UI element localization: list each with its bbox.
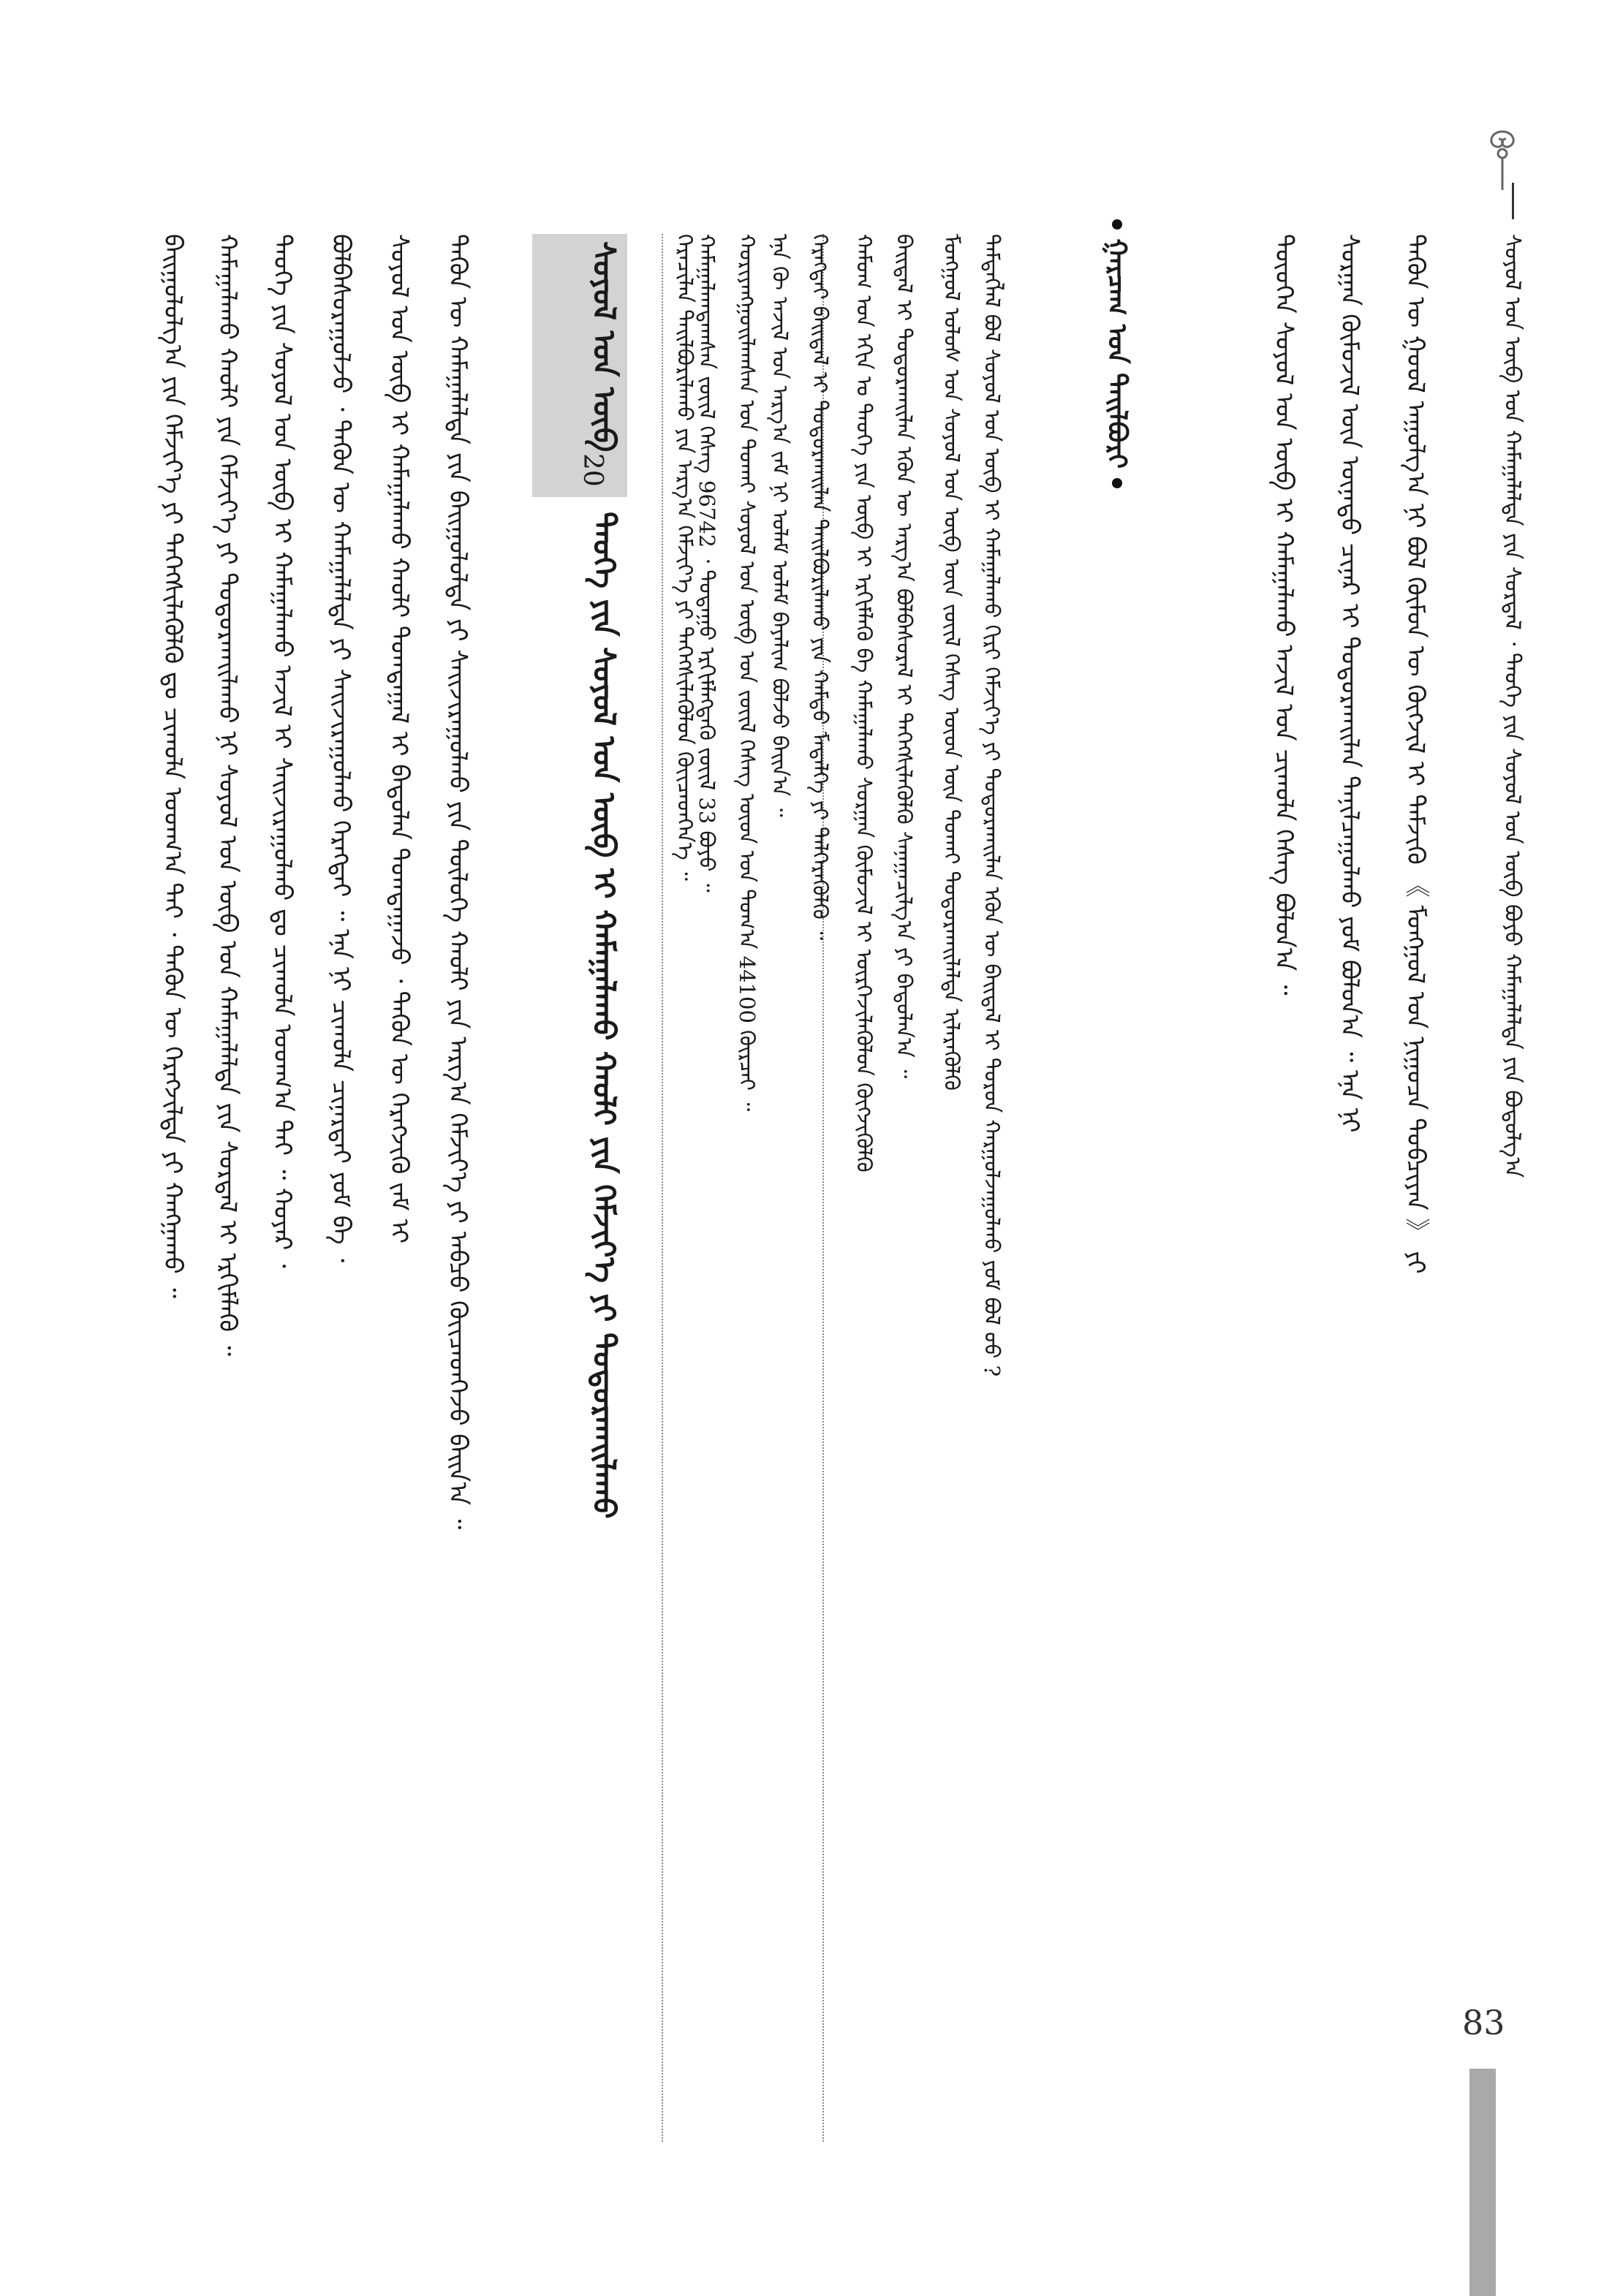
note-line: ᠮᠣᠩᠭᠣᠯ ᠤᠯᠤᠰ ᠤᠨ ᠰᠤᠶᠤᠯ ᠤᠨ ᠦᠪ ᠦᠨ ᠵᠦᠢᠯ ᠬᠡᠰᠡᠭ ᠦᠳ ᠦᠨ ᠲᠤᠬᠠᠢ ᠲᠣᠳᠤᠷᠬᠠᠢᠯᠠᠯᠲᠠ ᠢᠯᠡᠷᠡᠭᠦᠯᠬᠦ	[939, 234, 964, 1091]
note-line: ᠬᠠᠮᠠᠭᠠᠯᠠᠭᠳᠠᠭᠰᠠᠨ ᠵᠦᠢᠯ ᠬᠡᠰᠡᠭ 96742 ᠂ ᠳᠤᠲᠠᠭᠤ ᠡᠷᠬᠢᠮᠯᠡᠭᠳᠡᠬᠦ ᠵᠦᠢᠯ 33 ᠪᠤᠶᠤ ᠃	[695, 234, 719, 893]
page-edge-tab	[1469, 2069, 1496, 2296]
paragraph-line: ᠪᠠᠢᠭᠤᠯᠤᠯᠭ᠎ᠠ ᠶᠢᠨ ᠬᠡᠮᠵᠢᠶ᠎ᠡ ᠶᠢ ᠳᠡᠭᠡᠭᠰᠢᠯᠡᠭᠦᠯᠬᠦ ᠳᠤ ᠴᠢᠬᠤᠯᠠ ᠤᠳᠬ᠎ᠠ ᠲᠠᠢ ᠂ ᠲᠡᠭᠦᠨ ᠦ ᠬᠡᠷᠡᠭᠵᠢᠯᠲᠡ ᠶᠢ ᠬᠠᠩᠭᠠᠬᠤ ᠃	[158, 234, 187, 1298]
running-head: ᠰᠤᠶᠤᠯ ᠤᠨ ᠦᠪ ᠤᠨ ᠬᠠᠮᠠᠭᠠᠯᠠᠯᠲᠠ ᠶᠢᠨ ᠰᠤᠷᠲᠠᠯ ᠂ ᠲᠡᠦᠬᠡ ᠶᠢᠨ ᠰᠤᠶᠤᠯ ᠤᠨ ᠦᠪ ᠪᠤᠶᠤ ᠬᠠᠮᠠᠭᠠᠯᠠᠯᠲᠠ ᠶᠢᠨ ᠪᠤᠳᠤᠯᠭ᠎ᠠ	[1499, 234, 1525, 1178]
bullet-icon	[1112, 478, 1122, 488]
paragraph-line: ᠰᠤᠷᠭᠠᠨ ᠬᠦᠮᠦᠵᠢᠯ ᠦᠨ ᠦᠨᠡᠲᠦ ᠴᠢᠨᠠᠷ ᠢ ᠲᠣᠳᠤᠷᠬᠠᠢᠯᠠᠨ ᠲᠠᠨᠢᠯᠴᠠᠭᠤᠯᠬᠤ ᠶᠤᠮ ᠪᠣᠯᠤᠨ᠎ᠠ ᠃ ᠡᠨᠡ ᠨᠢ	[1335, 234, 1364, 1133]
note-line: ᠪᠠᠢᠳᠠᠯ ᠢ ᠲᠣᠳᠤᠷᠬᠠᠢᠯᠠᠨ ᠡᠭᠦᠨ ᠦ ᠠᠷᠭ᠎ᠠ ᠪᠣᠯᠪᠠᠰᠤᠷᠠᠯ ᠢ ᠳᠡᠭᠡᠭᠰᠢᠯᠡᠭᠦᠯᠬᠦ ᠰᠠᠨᠠᠭᠠᠴᠢᠯᠭ᠎ᠠ ᠶᠢ ᠪᠠᠲᠤᠯᠠᠨ᠎ᠠ ᠃	[892, 234, 917, 1079]
bullet-icon	[1112, 219, 1122, 230]
note-line: ᠡᠨᠡ ᠬᠦ ᠠᠵᠢᠯ ᠤᠨ ᠠᠷᠭ᠎ᠠ ᠵᠠᠮ ᠨᠢ ᠤᠯᠠᠮ ᠤᠯᠠᠮ ᠪᠠᠶᠠᠯᠢᠭ ᠪᠣᠯᠵᠤ ᠪᠠᠢᠨ᠎ᠠ ᠃	[768, 234, 792, 817]
paragraph-line: ᠲᠦᠦᠬᠡᠨ ᠰᠤᠶᠤᠯ ᠤᠨ ᠦᠪ ᠢ ᠬᠠᠮᠠᠭᠠᠯᠠᠬᠤ ᠠᠵᠢᠯ ᠤᠨ ᠴᠢᠬᠤᠯᠠ ᠬᠡᠰᠡᠭ ᠪᠣᠯᠤᠨ᠎ᠠ ᠃	[1269, 234, 1298, 996]
paragraph-line: ᠰᠤᠶᠤᠯ ᠤᠨ ᠦᠪ ᠢ ᠬᠠᠮᠠᠭᠠᠯᠠᠬᠤ ᠬᠠᠤᠯᠢ ᠲᠣᠭᠲᠠᠭᠠᠯ ᠢ ᠪᠠᠲᠤᠯᠠᠨ ᠲᠣᠭᠲᠠᠭᠠᠵᠤ ᠂ ᠲᠡᠭᠦᠨ ᠦ ᠬᠡᠷᠡᠭᠵᠢᠬᠦ ᠵᠠᠮ ᠢ	[385, 234, 414, 1244]
paragraph-line: ᠲᠡᠦᠬᠡ ᠶᠢᠨ ᠰᠤᠶᠤᠯ ᠤᠨ ᠦᠪ ᠢ ᠬᠠᠮᠠᠭᠠᠯᠠᠬᠤ ᠠᠵᠢᠯ ᠢ ᠰᠠᠢᠵᠢᠷᠠᠭᠤᠯᠬᠤ ᠳᠤ ᠴᠢᠬᠤᠯᠠ ᠤᠳᠬ᠎ᠠ ᠲᠠᠢ ᠃ ᠬᠣᠶᠠᠷ ᠂	[268, 234, 297, 1268]
paragraph-line: ᠲᠡᠭᠦᠨ ᠦ ᠭᠣᠣᠯ ᠠᠭᠤᠯᠭ᠎ᠠ ᠨᠢ ᠪᠣᠯ ᠬᠦᠮᠦᠨ ᠦ ᠬᠥᠭᠵᠢᠯ ᠢ ᠳᠡᠮᠵᠢᠬᠦ 《 ᠮᠣᠩᠭᠣᠯ ᠤᠨ ᠨᠢᠭᠤᠴᠠ ᠲᠣᠪᠴᠢᠶᠠᠨ 》 ᠶᠢ	[1401, 234, 1430, 1274]
bullet-heading-text: ᠭᠠᠷᠴᠠᠭ ᠤᠨ ᠲᠠᠢᠯᠪᠤᠷᠢ	[1102, 238, 1132, 469]
bullet-heading	[1097, 219, 1138, 585]
note-line: ᠬᠤᠷᠢᠶᠠᠩᠭᠤᠢᠯᠠᠭᠰᠠᠨ ᠤᠨ ᠲᠤᠬᠠᠢ ᠰᠤᠶᠤᠯ ᠤᠨ ᠦᠪ ᠤᠨ ᠵᠦᠢᠯ ᠬᠡᠰᠡᠭ ᠦᠳ ᠤᠨ ᠲᠣᠭ᠎ᠠ 44100 ᠬᠦᠷᠴᠡᠢ ᠃	[735, 234, 760, 1112]
note-line: ᠭᠡᠷᠡᠴᠢᠯᠡᠨ ᠲᠠᠢᠯᠪᠤᠷᠢᠯᠠᠬᠤ ᠶᠢᠨ ᠠᠷᠭ᠎ᠠ ᠬᠡᠮᠵᠢᠶ᠎ᠡ ᠶᠢ ᠳᠡᠭᠡᠭᠰᠢᠯᠡᠭᠦᠯᠦᠨ ᠭᠦᠢᠴᠡᠳᠭᠡᠨ᠎ᠡ ᠃	[673, 234, 697, 881]
running-head-rule	[1512, 183, 1514, 219]
ornament-icon	[1469, 124, 1535, 190]
note-line: ᠬᠡᠷᠡᠭᠲᠡᠢ ᠪᠠᠢᠳᠠᠯ ᠢ ᠲᠣᠳᠤᠷᠬᠠᠢᠯᠠᠨ ᠲᠠᠢᠯᠪᠤᠷᠢᠯᠠᠬᠤ ᠶᠢᠨ ᠬᠠᠮᠲᠤ ᠮᠡᠳᠡᠯᠭᠡ ᠶᠢ ᠳᠡᠯᠭᠡᠷᠡᠭᠦᠯᠬᠦ ᠃	[808, 234, 833, 941]
section-box-title: ᠰᠤᠶᠤᠯ ᠤᠨ ᠦᠪ	[586, 241, 622, 452]
page-number: 83	[1462, 2003, 1505, 2042]
section-number: 20	[578, 453, 608, 487]
note-line: ᠲᠡᠮᠳᠡᠭᠯᠡᠯ ᠪᠣᠯ ᠰᠤᠶᠤᠯ ᠤᠨ ᠦᠪ ᠢ ᠬᠠᠮᠠᠭᠠᠯᠠᠬᠤ ᠬᠢᠷᠢ ᠬᠡᠮᠵᠢᠶ᠎ᠡ ᠶᠢ ᠲᠣᠳᠤᠷᠬᠠᠢᠯᠠᠨ ᠡᠭᠦᠨ ᠦ ᠪᠠᠢᠳᠠᠯ ᠢ ᠲᠣᠷᠤᠨ ᠬᠠᠷᠭᠤᠯᠵᠠᠭᠤᠯᠬᠤ ᠶᠤᠮ ᠪᠣᠯ ᠤᠤ ?	[980, 234, 1005, 1377]
section-title: ᠲᠡᠦᠬᠡ ᠶᠢᠨ ᠰᠤᠶᠤᠯ ᠤᠨ ᠦᠪ ᠢ ᠬᠠᠮᠠᠭᠠᠯᠠᠬᠤ ᠬᠠᠤᠯᠢ ᠶᠢᠨ ᠬᠡᠮᠵᠢᠶ᠎ᠡ ᠶᠢ ᠲᠣᠳᠤᠷᠬᠠᠢᠯᠠᠬᠤ	[586, 512, 622, 1519]
note-line: ᠬᠠᠮᠤᠭ ᠤᠨ ᠡᠬᠢᠨ ᠤ ᠲᠡᠦᠬᠡ ᠶᠢᠨ ᠦᠪ ᠢ ᠡᠷᠬᠢᠮᠯᠡᠬᠦ ᠪᠠ ᠬᠠᠮᠠᠭᠠᠯᠠᠬᠤ ᠰᠤᠷᠭᠠᠨ ᠬᠥᠮᠦᠵᠢᠯ ᠢ ᠦᠷᠭᠡᠵᠢᠯᠡᠭᠦᠯᠦᠨ ᠬᠥᠭᠵᠢᠭᠦᠯᠬᠦ	[852, 234, 877, 1172]
paragraph-line: ᠲᠡᠭᠦᠨ ᠦ ᠬᠠᠮᠠᠭᠠᠯᠠᠯᠲᠠ ᠶᠢᠨ ᠪᠠᠢᠭᠤᠯᠤᠯᠲᠠ ᠶᠢ ᠰᠠᠢᠵᠢᠷᠠᠭᠤᠯᠬᠤ ᠶᠢᠨ ᠲᠥᠯᠦᠭᠡ ᠬᠠᠤᠯᠢ ᠶᠢᠨ ᠠᠷᠭ᠎ᠠ ᠬᠡᠮᠵᠢᠶ᠎ᠡ ᠶᠢ ᠠᠪᠴᠤ ᠭᠦᠢᠴᠡᠳᠭᠡᠵᠦ ᠪᠠᠢᠨ᠎ᠠ ᠃	[443, 234, 472, 1530]
paragraph-line: ᠪᠣᠯᠪᠠᠰᠤᠷᠠᠭᠤᠯᠵᠤ ᠂ ᠲᠡᠭᠦᠨ ᠦ ᠬᠠᠮᠠᠭᠠᠯᠠᠯᠲᠠ ᠶᠢ ᠰᠠᠢᠵᠢᠷᠠᠭᠤᠯᠬᠤ ᠬᠡᠷᠡᠭᠲᠡᠢ ᠃ ᠡᠨᠡ ᠨᠢ ᠴᠢᠬᠤᠯᠠ ᠴᠢᠨᠠᠷᠲᠠᠢ ᠶᠤᠮ ᠪᠠ ᠂	[326, 234, 355, 1263]
paragraph-line: ᠬᠠᠮᠠᠭᠠᠯᠠᠬᠤ ᠬᠠᠤᠯᠢ ᠶᠢᠨ ᠬᠡᠮᠵᠢᠶ᠎ᠡ ᠶᠢ ᠲᠣᠳᠤᠷᠬᠠᠢᠯᠠᠬᠤ ᠨᠢ ᠰᠤᠶᠤᠯ ᠤᠨ ᠦᠪ ᠤᠨ ᠬᠠᠮᠠᠭᠠᠯᠠᠯᠲᠠ ᠶᠢᠨ ᠰᠤᠷᠲᠠᠯ ᠢ ᠡᠷᠬᠢᠮᠯᠡᠬᠦ ᠃	[213, 234, 242, 1357]
note-divider-left	[662, 234, 663, 2142]
